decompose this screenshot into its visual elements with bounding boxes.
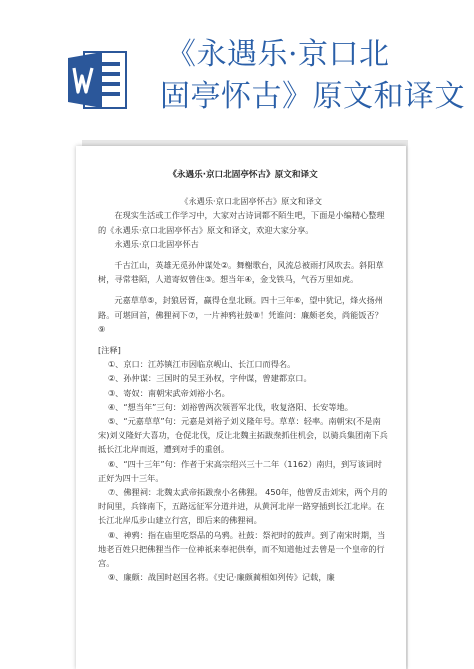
poem-title: 永遇乐·京口北固亭怀古	[114, 238, 199, 249]
spacer	[98, 251, 388, 258]
document-heading: 《永遇乐·京口北固亭怀古》原文和译文	[168, 170, 318, 180]
poem-paragraph-1: 千古江山，英雄无觅孙仲谋处②。舞榭歌台，风流总被雨打风吹去。斜阳草树，寻常巷陌，人道寄奴曾住③。想当年④，金戈铁马，气吞万里如虎。	[98, 260, 384, 285]
banner-title-line2: 固亭怀古》原文和译文	[160, 79, 465, 114]
note-item: ④、“想当年”三句：刘裕曾两次领晋军北伐，收复洛阳、长安等地。	[107, 401, 353, 412]
note-item: ②、孙仲谋：三国时的吴王孙权，字仲谋，曾建都京口。	[107, 373, 312, 384]
note-item: ③、寄奴：南朝宋武帝刘裕小名。	[107, 387, 230, 398]
note-item: ⑦、佛狸祠：北魏太武帝拓跋焘小名佛狸。 450年，他曾反击刘宋，两个月的时间里，兵锋南下，五路远征军分道并进，从黄河北岸一路穿插到长江北岸。在长江北岸瓜步山建立行宫，即后来的佛狸祠。	[98, 487, 388, 526]
note-item: ⑨、廉颇：战国时赵国名将。《史记·廉颇蔺相如列传》记载，廉	[107, 572, 335, 583]
banner-title-line1: 《永遇乐·京口北	[166, 37, 390, 72]
word-document-icon	[66, 48, 130, 112]
banner	[0, 0, 474, 150]
intro-paragraph: 在现实生活或工作学习中，大家对古诗词都不陌生吧，下面是小编精心整理的《永遇乐·京口北固亭怀古》原文和译文，欢迎大家分享。	[98, 210, 385, 235]
poem-paragraph-2: 元嘉草草⑤，封狼居胥，赢得仓皇北顾。四十三年⑥，望中犹记，烽火扬州路。可堪回首，佛狸祠下⑦，一片神鸦社鼓⑧！凭谁问：廉颇老矣，尚能饭否？⑨	[98, 295, 383, 334]
note-item: ①、京口：江苏镇江市因临京岘山、长江口而得名。	[107, 359, 296, 370]
notes-header: [注释]	[98, 345, 121, 356]
document-subheading: 《永遇乐·京口北固亭怀古》原文和译文	[180, 196, 323, 207]
spacer	[98, 286, 388, 293]
note-item: ⑧、神鸦：指在庙里吃祭品的乌鸦。社鼓：祭祀时的鼓声。到了南宋时期，当地老百姓只把佛狸当作一位神祇来奉祀供奉，而不知道他过去曾是一个皇帝的行宫。	[98, 529, 386, 569]
document-body	[98, 168, 388, 584]
banner-title	[160, 34, 466, 118]
note-item: ⑤、“元嘉草草”句：元嘉是刘裕子刘义隆年号。草草：轻率。南朝宋(不是南宋)刘义隆好大喜功，仓促北伐，反让北魏主拓跋焘抓住机会，以骑兵集团南下兵抵长江北岸而返，遭到对手的重创。	[98, 416, 388, 455]
document-page	[76, 146, 406, 669]
spacer	[98, 336, 388, 343]
note-item: ⑥、“四十三年”句：作者于宋高宗绍兴三十二年（1162）南归，到写该词时正好为四十三年。	[98, 458, 382, 483]
